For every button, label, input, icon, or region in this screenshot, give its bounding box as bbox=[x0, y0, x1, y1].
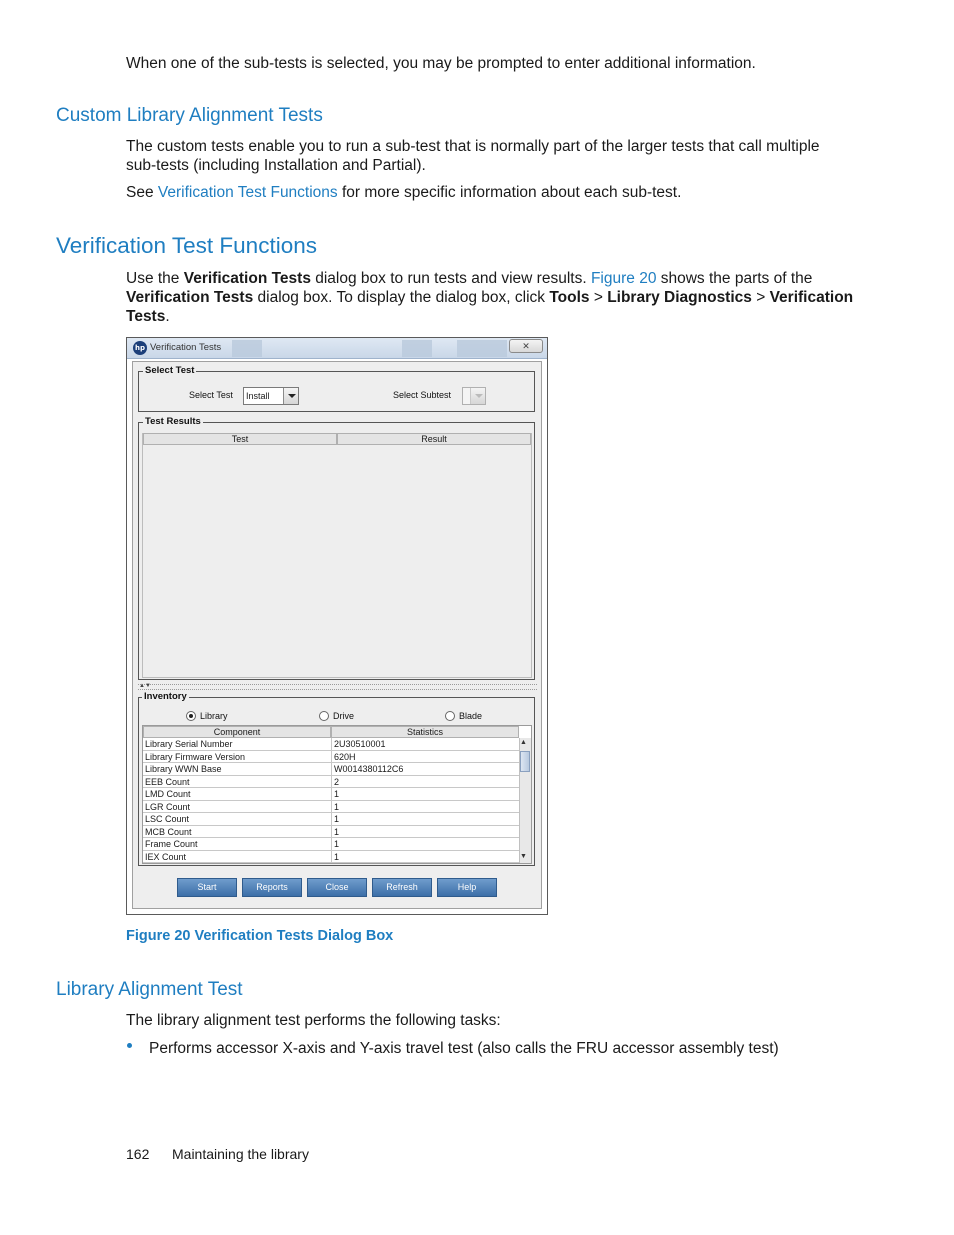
radio-drive-label: Drive bbox=[333, 711, 355, 721]
results-column-header[interactable]: Test bbox=[143, 433, 337, 445]
component-cell: Library WWN Base bbox=[145, 764, 222, 774]
test-results-legend: Test Results bbox=[145, 416, 201, 427]
select-test-label: Select Test bbox=[189, 390, 233, 400]
verification-para-line3 bbox=[126, 307, 170, 326]
inventory-legend: Inventory bbox=[144, 691, 187, 702]
hp-logo-icon: hp bbox=[133, 341, 147, 355]
custom-tests-para-line2: sub-tests (including Installation and Partial). bbox=[126, 157, 426, 174]
component-cell: LMD Count bbox=[145, 789, 191, 799]
radio-library-label: Library bbox=[200, 711, 228, 721]
column-divider bbox=[331, 776, 332, 788]
library-alignment-para: The library alignment test performs the following tasks: bbox=[126, 1012, 501, 1029]
radio-drive[interactable] bbox=[319, 711, 329, 721]
titlebar-decoration bbox=[232, 340, 262, 357]
figure-20-link[interactable]: Figure 20 bbox=[590, 270, 657, 287]
bold-run: Verification Tests bbox=[126, 289, 254, 306]
table-row[interactable] bbox=[143, 851, 519, 864]
component-cell: IEX Count bbox=[145, 851, 187, 862]
start-button[interactable]: Start bbox=[177, 878, 237, 897]
figure-caption: Figure 20 Verification Tests Dialog Box bbox=[126, 928, 394, 944]
close-icon[interactable]: ✕ bbox=[509, 339, 543, 353]
component-cell: MCB Count bbox=[145, 826, 192, 837]
select-test-legend: Select Test bbox=[145, 365, 195, 376]
statistics-cell: 1 bbox=[334, 826, 340, 837]
component-cell: LSC Count bbox=[145, 814, 190, 824]
column-divider bbox=[331, 801, 332, 813]
custom-tests-para-line1: The custom tests enable you to run a sub-test that is normally part of the larger tests that call multiple bbox=[126, 138, 820, 155]
component-cell: LGR Count bbox=[145, 801, 191, 812]
bold-run: Tools bbox=[549, 289, 590, 306]
component-cell: EEB Count bbox=[145, 776, 190, 787]
table-row[interactable] bbox=[143, 763, 519, 776]
close-button[interactable]: Close bbox=[307, 878, 367, 897]
table-row[interactable] bbox=[143, 738, 519, 751]
column-divider bbox=[331, 738, 332, 750]
statistics-cell: 2U30510001 bbox=[334, 739, 386, 749]
table-row[interactable] bbox=[143, 801, 519, 814]
chevron-down-icon[interactable] bbox=[470, 388, 485, 404]
inventory-column-header[interactable]: Component bbox=[143, 726, 331, 738]
statistics-cell: 1 bbox=[334, 801, 340, 812]
refresh-button[interactable]: Refresh bbox=[372, 878, 432, 897]
radio-blade[interactable] bbox=[445, 711, 455, 721]
text-run: dialog box to run tests and view results. bbox=[310, 270, 591, 287]
bullet-icon bbox=[127, 1043, 132, 1048]
statistics-cell: 2 bbox=[334, 776, 340, 787]
table-row[interactable] bbox=[143, 838, 519, 851]
table-row[interactable] bbox=[143, 788, 519, 801]
help-button[interactable]: Help bbox=[437, 878, 497, 897]
scroll-thumb[interactable] bbox=[520, 751, 530, 772]
text-run: Use the bbox=[126, 270, 184, 287]
statistics-cell: 620H bbox=[334, 751, 356, 762]
bold-run: Verification bbox=[769, 289, 854, 306]
reports-button[interactable]: Reports bbox=[242, 878, 302, 897]
verification-functions-link[interactable]: Verification Test Functions bbox=[157, 184, 338, 201]
page-number: 162 bbox=[126, 1146, 150, 1162]
scroll-up-icon[interactable]: ▲ bbox=[520, 739, 527, 746]
select-subtest-label: Select Subtest bbox=[393, 390, 452, 400]
statistics-cell: 1 bbox=[334, 851, 340, 862]
verification-heading: Verification Test Functions bbox=[56, 233, 317, 258]
footer-section: Maintaining the library bbox=[172, 1146, 309, 1162]
custom-tests-heading: Custom Library Alignment Tests bbox=[56, 105, 323, 126]
column-divider bbox=[331, 751, 332, 763]
titlebar-decoration bbox=[402, 340, 432, 357]
column-divider bbox=[331, 851, 332, 863]
statistics-cell: 1 bbox=[334, 839, 340, 849]
radio-blade-label: Blade bbox=[459, 711, 483, 721]
bold-run: Tests bbox=[126, 308, 166, 325]
component-cell: Library Serial Number bbox=[145, 739, 233, 749]
see-also-line bbox=[126, 183, 681, 202]
library-alignment-heading: Library Alignment Test bbox=[56, 979, 243, 1000]
column-divider bbox=[331, 813, 332, 825]
table-row[interactable] bbox=[143, 776, 519, 789]
text-run: > bbox=[751, 289, 770, 306]
splitter-arrows-icon[interactable]: ▲▼ bbox=[139, 683, 151, 689]
text-run: dialog box. To display the dialog box, click bbox=[253, 289, 550, 306]
select-test-combo[interactable] bbox=[243, 387, 299, 405]
text-run: shows the parts of the bbox=[656, 270, 813, 287]
component-cell: Frame Count bbox=[145, 839, 198, 849]
verification-para-line2 bbox=[126, 288, 853, 307]
select-test-value: Install bbox=[246, 391, 270, 401]
column-divider bbox=[331, 826, 332, 838]
table-row[interactable] bbox=[143, 751, 519, 764]
see-prefix: See bbox=[126, 184, 158, 201]
statistics-cell: W0014380112C6 bbox=[334, 764, 404, 774]
bold-run: Verification Tests bbox=[183, 270, 311, 287]
bold-run: Library Diagnostics bbox=[607, 289, 752, 306]
see-suffix: for more specific information about each sub-test. bbox=[337, 184, 682, 201]
intro-text: When one of the sub-tests is selected, you may be prompted to enter additional information. bbox=[126, 55, 756, 72]
statistics-cell: 1 bbox=[334, 814, 340, 824]
column-divider bbox=[331, 838, 332, 850]
scroll-down-icon[interactable]: ▼ bbox=[520, 853, 527, 860]
table-row[interactable] bbox=[143, 813, 519, 826]
titlebar-decoration bbox=[457, 340, 507, 357]
radio-library[interactable] bbox=[186, 711, 196, 721]
text-run: . bbox=[165, 308, 170, 325]
inventory-column-header[interactable]: Statistics bbox=[331, 726, 519, 738]
component-cell: Library Firmware Version bbox=[145, 751, 246, 762]
table-row[interactable] bbox=[143, 826, 519, 839]
dialog-title-bar bbox=[127, 338, 547, 359]
select-subtest-combo[interactable] bbox=[462, 387, 486, 405]
column-divider bbox=[331, 763, 332, 775]
test-results-table[interactable] bbox=[142, 433, 532, 678]
verification-para-line1 bbox=[126, 269, 812, 288]
bullet-item: Performs accessor X-axis and Y-axis travel test (also calls the FRU accessor assembly test) bbox=[149, 1040, 779, 1057]
results-column-header[interactable]: Result bbox=[337, 433, 531, 445]
splitter[interactable] bbox=[138, 684, 537, 690]
chevron-down-icon[interactable] bbox=[283, 388, 298, 404]
column-divider bbox=[331, 788, 332, 800]
text-run: > bbox=[589, 289, 608, 306]
statistics-cell: 1 bbox=[334, 789, 340, 799]
dialog-title: Verification Tests bbox=[150, 342, 222, 353]
